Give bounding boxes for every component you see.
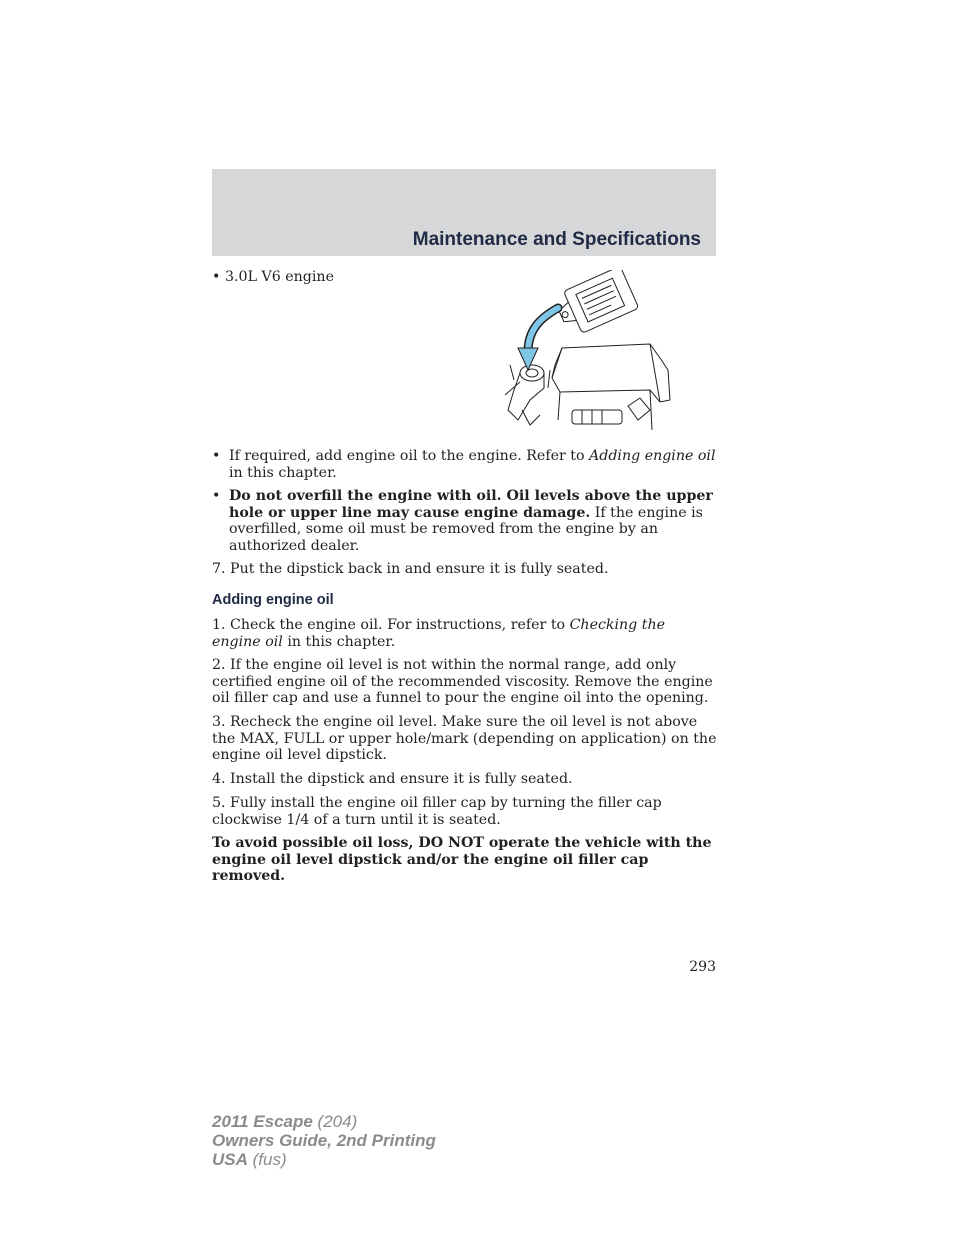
- oil-pouring-illustration: [500, 270, 675, 435]
- bullet-dot: •: [212, 488, 221, 504]
- step-1: 1. Check the engine oil. For instructions, refer to Checking the engine oil in this chapter.: [212, 617, 666, 650]
- bullet-dot: •: [212, 448, 221, 464]
- section-header-band: [212, 169, 716, 256]
- bullet-text: Do not overfill the engine with oil. Oil levels above the upper hole or upper line may cause engine damage. If the engine is overfilled, some oil must be removed from the engine by an authorized dealer.: [229, 488, 713, 554]
- step-2: 2. If the engine oil level is not within the normal range, add only certified engine oil of the recommended viscosity. Remove the engine oil filler cap and use a funnel to pour the engine oil into the opening.: [212, 657, 713, 707]
- step-3: 3. Recheck the engine oil level. Make sure the oil level is not above the MAX, FULL or upper hole/mark (depending on application) on the engine oil level dipstick.: [212, 714, 717, 764]
- bullet-text: 3.0L V6 engine: [225, 269, 334, 285]
- bullet-dot: •: [212, 269, 221, 285]
- oil-loss-warning: To avoid possible oil loss, DO NOT operate the vehicle with the engine oil level dipstick and/or the engine oil filler cap removed.: [212, 835, 712, 885]
- document-footer: [212, 1112, 436, 1169]
- section-title: Maintenance and Specifications: [412, 229, 701, 250]
- step-4: 4. Install the dipstick and ensure it is fully seated.: [212, 771, 573, 787]
- footer-line-1: 2011 Escape (204): [212, 1112, 358, 1131]
- list-item-overfill-warning: [212, 488, 718, 554]
- footer-line-2: Owners Guide, 2nd Printing: [212, 1131, 436, 1150]
- step-7: 7. Put the dipstick back in and ensure it is fully seated.: [212, 561, 609, 577]
- section-heading: Adding engine oil: [212, 592, 334, 608]
- bullet-text: If required, add engine oil to the engine. Refer to Adding engine oil in this chapter.: [229, 448, 716, 481]
- list-item-add-oil: [212, 448, 718, 481]
- page-number: 293: [689, 959, 716, 975]
- footer-line-3: USA (fus): [212, 1150, 287, 1169]
- step-5: 5. Fully install the engine oil filler cap by turning the filler cap clockwise 1/4 of a turn until it is seated.: [212, 795, 662, 828]
